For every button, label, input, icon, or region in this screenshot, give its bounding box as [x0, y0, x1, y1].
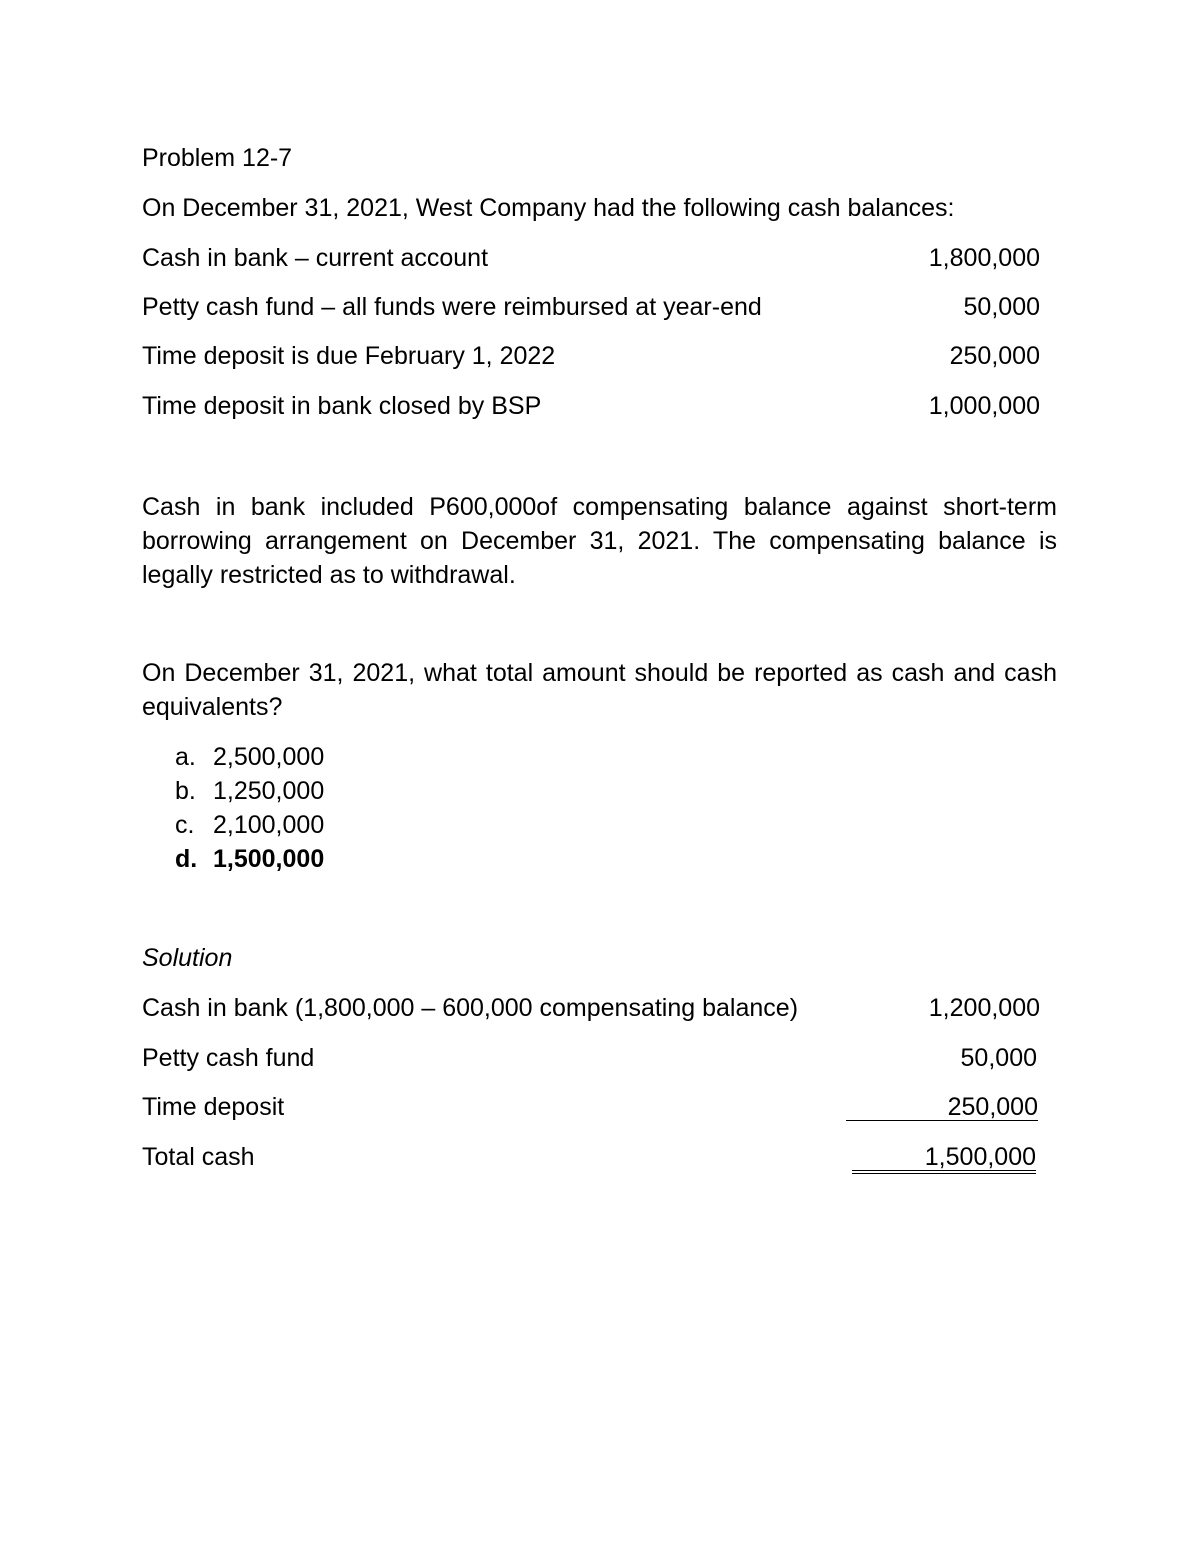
solution-row [142, 1043, 1040, 1073]
solution-heading: Solution [142, 944, 233, 972]
solution-amount: 1,200,000 [928, 994, 1040, 1022]
solution-total-row [142, 1142, 1040, 1172]
solution-total-double-underlined [852, 1142, 1036, 1174]
balance-label: Time deposit is due February 1, 2022 [142, 342, 556, 370]
balance-amount: 1,000,000 [928, 392, 1040, 420]
balance-row [142, 243, 1040, 273]
answer-choices [175, 740, 324, 876]
solution-label: Cash in bank (1,800,000 – 600,000 compensating balance) [142, 994, 799, 1022]
balance-label: Petty cash fund – all funds were reimbursed at year-end [142, 293, 762, 321]
choice-a [175, 740, 324, 774]
solution-label: Petty cash fund [142, 1044, 315, 1072]
choice-c [175, 808, 324, 842]
balance-row [142, 391, 1040, 421]
solution-label: Total cash [142, 1143, 255, 1171]
solution-amount: 50,000 [960, 1044, 1037, 1072]
choice-value: 1,250,000 [213, 777, 325, 805]
choice-value: 2,100,000 [213, 811, 325, 839]
choice-d-correct-answer [175, 842, 324, 876]
double-underline-amount: 1,500,000 [852, 1144, 1036, 1174]
balance-label: Time deposit in bank closed by BSP [142, 392, 542, 420]
solution-row [142, 993, 1040, 1023]
balance-row [142, 292, 1040, 322]
choice-value: 2,500,000 [213, 743, 325, 771]
single-underline-amount: 250,000 [846, 1094, 1038, 1121]
choice-letter: c. [175, 811, 195, 839]
balance-amount: 1,800,000 [928, 244, 1040, 272]
balance-amount: 50,000 [963, 293, 1040, 321]
choice-value: 1,500,000 [213, 845, 325, 873]
balance-row [142, 341, 1040, 371]
balance-label: Cash in bank – current account [142, 244, 489, 272]
compensating-balance-note: Cash in bank included P600,000of compensating balance against short-term borrowing arrangement on December 31, 2021. The compensating balance is legally restricted as to withdrawal. [142, 493, 1057, 589]
solution-row [142, 1092, 1040, 1122]
problem-title: Problem 12-7 [142, 144, 293, 172]
balance-amount: 250,000 [949, 342, 1040, 370]
choice-b [175, 774, 324, 808]
solution-amount-subtotal-underlined [846, 1092, 1038, 1122]
solution-label: Time deposit [142, 1093, 285, 1121]
question-text: On December 31, 2021, what total amount should be reported as cash and cash equivalents? [142, 659, 1057, 721]
choice-letter: d. [175, 845, 198, 873]
problem-intro: On December 31, 2021, West Company had the following cash balances: [142, 194, 955, 222]
choice-letter: b. [175, 777, 196, 805]
choice-letter: a. [175, 743, 196, 771]
